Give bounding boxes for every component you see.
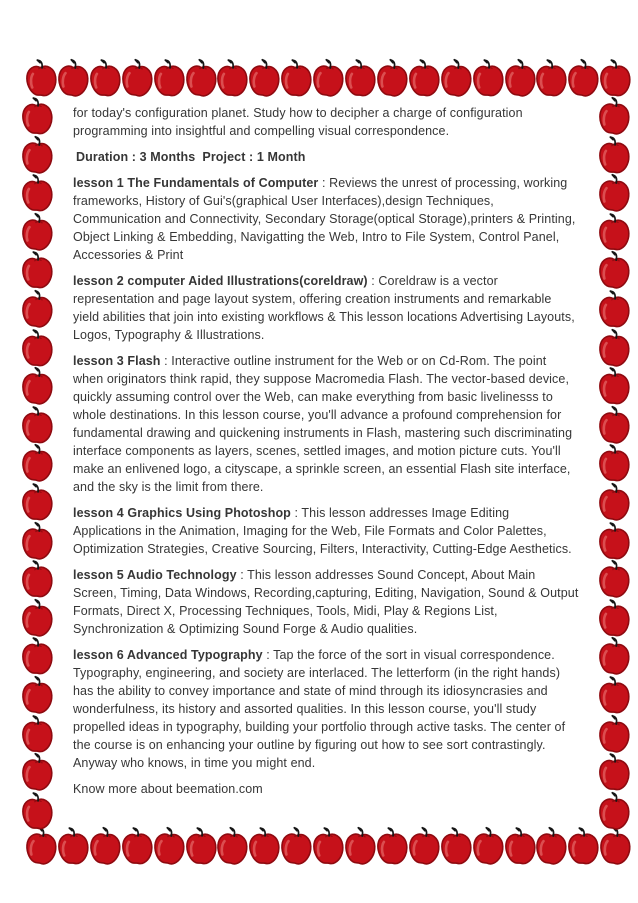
- apple-icon: [245, 825, 283, 869]
- apple-icon: [18, 134, 56, 178]
- apple-icon: [18, 249, 56, 293]
- lesson-description: : Coreldraw is a vector representation and page layout system, offering creation instruments and remarkable yield abilities that join into existing workflows & This lesson locations Advertising Layouts, Logos, Typography & Illustrations.: [73, 274, 575, 342]
- apple-icon: [596, 57, 634, 101]
- apple-icon: [309, 825, 347, 869]
- apple-icon: [595, 790, 633, 834]
- apple-icon: [405, 825, 443, 869]
- lesson-list: [73, 174, 580, 772]
- apple-icon: [277, 57, 315, 101]
- apple-icon: [405, 57, 443, 101]
- apple-icon: [18, 327, 56, 371]
- lesson-description: : This lesson addresses Image Editing Applications in the Animation, Imaging for the Web, File Formats and Color Palettes, Optimization Strategies, Creative Sourcing, Filters, Interactivity, Cutting-Edge Aesthetics.: [73, 506, 572, 556]
- apple-icon: [595, 288, 633, 332]
- apple-icon: [595, 751, 633, 795]
- apple-icon: [245, 57, 283, 101]
- duration-line: Duration : 3 Months Project : 1 Month: [76, 150, 306, 164]
- apple-icon: [532, 825, 570, 869]
- apple-icon: [150, 57, 188, 101]
- apple-icon: [595, 558, 633, 602]
- apple-icon: [564, 825, 602, 869]
- apple-icon: [86, 825, 124, 869]
- apple-icon: [18, 365, 56, 409]
- lesson-title: lesson 6 Advanced Typography: [73, 648, 263, 662]
- apple-icon: [213, 57, 251, 101]
- apple-icon: [18, 211, 56, 255]
- apple-icon: [18, 597, 56, 641]
- apple-icon: [595, 211, 633, 255]
- apple-icon: [437, 825, 475, 869]
- lesson-description: : Interactive outline instrument for the Web or on Cd-Rom. The point when originators think rapid, they suppose Macromedia Flash. The vector-based device, quickly assuming control over the Web, can make everything from basic livelinesss to whole destinations. In this lesson course, you'll advance a profound comprehension for fundamental drawing and quickening instruments in Flash, mastering such discriminating interface components as layers, scenes, settled images, and motion picture cuts. You'll make an enlivened logo, a cityscape, a sprinkle screen, an essential Flash site interface, and the sky is the limit from there.: [73, 354, 573, 494]
- apple-icon: [341, 57, 379, 101]
- lesson-paragraph: [73, 174, 580, 264]
- apple-icon: [18, 751, 56, 795]
- apple-icon: [595, 134, 633, 178]
- apple-icon: [595, 172, 633, 216]
- apple-icon: [373, 57, 411, 101]
- apple-icon: [150, 825, 188, 869]
- apple-icon: [564, 57, 602, 101]
- apple-icon: [22, 825, 60, 869]
- apple-icon: [341, 825, 379, 869]
- lesson-paragraph: [73, 272, 580, 344]
- lesson-title: lesson 4 Graphics Using Photoshop: [73, 506, 291, 520]
- apple-icon: [181, 825, 219, 869]
- apple-icon: [18, 713, 56, 757]
- apple-icon: [595, 674, 633, 718]
- apple-icon: [18, 674, 56, 718]
- lesson-description: : Tap the force of the sort in visual correspondence. Typography, engineering, and society are interlaced. The letterform (in the right hands) has the ability to convey importance and state of mind through its idiosyncrasies and wonderfulness, its history and assorted qualities. In this lesson course, you'll study propelled ideas in typography, building your portfolio through active tasks. The center of the course is on enhancing your outline by figuring out how to see sort contrastingly. Anyway who knows, in time you might end.: [73, 648, 566, 770]
- apple-icon: [277, 825, 315, 869]
- lesson-paragraph: [73, 566, 580, 638]
- apple-icon: [532, 57, 570, 101]
- lesson-description: : This lesson addresses Sound Concept, About Main Screen, Timing, Data Windows, Recording,capturing, Editing, Navigation, Sound & Output Formats, Direct X, Processing Techniques, Tools, Midi, Play & Regions List, Synchronization & Optimizing Sound Forge & Audio qualities.: [73, 568, 579, 636]
- apple-icon: [18, 481, 56, 525]
- intro-paragraph: for today's configuration planet. Study how to decipher a charge of configuration programming into insightful and compelling visual correspondence.: [73, 106, 523, 138]
- apple-icon: [18, 95, 56, 139]
- apple-icon: [18, 635, 56, 679]
- document-content: [73, 104, 580, 806]
- apple-icon: [22, 57, 60, 101]
- apple-icon: [595, 327, 633, 371]
- lesson-title: lesson 1 The Fundamentals of Computer: [73, 176, 319, 190]
- apple-icon: [500, 57, 538, 101]
- apple-icon: [18, 404, 56, 448]
- footer-note: Know more about beemation.com: [73, 782, 263, 796]
- apple-icon: [54, 57, 92, 101]
- apple-icon: [595, 635, 633, 679]
- apple-icon: [469, 57, 507, 101]
- apple-icon: [469, 825, 507, 869]
- apple-icon: [18, 558, 56, 602]
- apple-icon: [595, 404, 633, 448]
- apple-icon: [181, 57, 219, 101]
- apple-icon: [595, 520, 633, 564]
- apple-icon: [18, 790, 56, 834]
- lesson-paragraph: [73, 352, 580, 496]
- lesson-description: : Reviews the unrest of processing, working frameworks, History of Gui's(graphical User Interfaces),design Techniques, Communication and Connectivity, Secondary Storage(optical Storage),printers & Printing, Object Linking & Embedding, Navigatting the Web, Intro to File System, Control Panel, Accessories & Print: [73, 176, 576, 262]
- apple-icon: [437, 57, 475, 101]
- apple-icon: [595, 249, 633, 293]
- apple-icon: [18, 172, 56, 216]
- apple-icon: [595, 95, 633, 139]
- apple-icon: [118, 57, 156, 101]
- apple-icon: [595, 481, 633, 525]
- apple-icon: [595, 442, 633, 486]
- apple-icon: [595, 365, 633, 409]
- apple-icon: [373, 825, 411, 869]
- apple-icon: [118, 825, 156, 869]
- lesson-title: lesson 5 Audio Technology: [73, 568, 237, 582]
- lesson-paragraph: [73, 504, 580, 558]
- apple-icon: [500, 825, 538, 869]
- apple-icon: [213, 825, 251, 869]
- apple-icon: [309, 57, 347, 101]
- apple-icon: [18, 288, 56, 332]
- apple-icon: [54, 825, 92, 869]
- lesson-paragraph: [73, 646, 580, 772]
- lesson-title: lesson 2 computer Aided Illustrations(coreldraw): [73, 274, 368, 288]
- apple-icon: [18, 442, 56, 486]
- apple-icon: [595, 597, 633, 641]
- apple-icon: [86, 57, 124, 101]
- apple-icon: [595, 713, 633, 757]
- apple-icon: [596, 825, 634, 869]
- apple-icon: [18, 520, 56, 564]
- lesson-title: lesson 3 Flash: [73, 354, 161, 368]
